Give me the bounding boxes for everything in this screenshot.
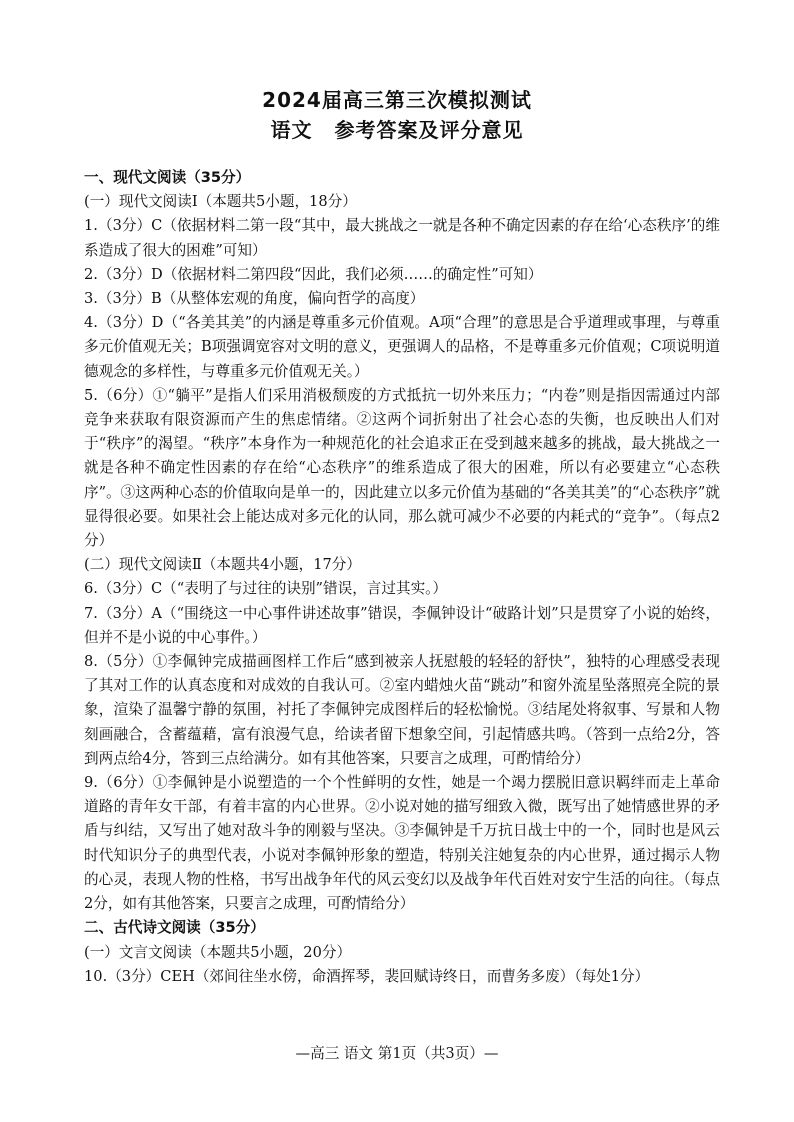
answer-item: 10.（3分）CEH（郊间往坐水傍，命酒挥琴，裴回赋诗终日，而曹务多废）（每处1分） xyxy=(84,967,650,985)
section-heading: 二、古代诗文阅读（35分） xyxy=(84,919,265,937)
answer-item: 8.（5分）①李佩钟完成描画图样工作后“感到被亲人抚慰般的轻轻的舒快”，独特的心理感受表现了其对工作的认真态度和对成效的自我认可。②室内蜡烛火苗“跳动”和窗外流星坠落照亮全院的景象，渲染了温馨宁静的氛围，衬托了李佩钟完成图样后的轻松愉悦。③结尾处将叙事、写景和人物刻画融合，含蓄蕴藉，富有浪漫气息，给读者留下想象空间，引起情感共鸣。（答到一点给2分，答到两点给4分，答到三点给满分。如有其他答案，只要言之成理，可酌情给分） xyxy=(84,653,720,767)
answer-item: 2.（3分）D（依据材料二第四段“因此，我们必须……的确定性”可知） xyxy=(84,265,543,283)
answer-label: 参考答案及评分意见 xyxy=(334,118,524,142)
answer-item: 1.（3分）C（依据材料二第一段“其中，最大挑战之一就是各种不确定因素的存在给‘心态秩序’的维系造成了很大的困难”可知） xyxy=(84,217,720,259)
section-heading: 一、现代文阅读（35分） xyxy=(84,169,251,186)
answer-item: 7.（3分）A（“围绕这一中心事件讲述故事”错误，李佩钟设计“破路计划”只是贯穿了小说的始终，但并不是小说的中心事件。） xyxy=(84,604,720,646)
answer-item: 3.（3分）B（从整体宏观的角度，偏向哲学的高度） xyxy=(84,290,425,308)
document-title: 2024届高三第三次模拟测试 xyxy=(262,88,532,112)
answer-content xyxy=(84,166,720,989)
subsection-line: (一）现代文阅读Ⅰ（本题共5小题，18分） xyxy=(84,193,357,211)
answer-item: 4.（3分）D（“各美其美”的内涵是尊重多元价值观。A项“合理”的意思是合乎道理或事理，与尊重多元价值观无关；B项强调宽容对文明的意义，更强调人的品格，不是尊重多元价值观；C项说明道德观念的多样性，与尊重多元价值观无关。） xyxy=(84,314,720,380)
subject-label: 语文 xyxy=(270,118,313,142)
document-subtitle xyxy=(0,114,794,143)
answer-item: 6.（3分）C（“表明了与过往的诀别”错误，言过其实。） xyxy=(84,580,448,598)
answer-item: 9.（6分）①李佩钟是小说塑造的一个个性鲜明的女性，她是一个竭力摆脱旧意识羁绊而走上革命道路的青年女干部，有着丰富的内心世界。②小说对她的描写细致入微，既写出了她情感世界的矛盾与纠结，又写出了她对敌斗争的刚毅与坚决。③李佩钟是千万抗日战士中的一个，同时也是风云时代知识分子的典型代表，小说对李佩钟形象的塑造，特别关注她复杂的内心世界，通过揭示人物的心灵，表现人物的性格，书写出战争年代的风云变幻以及战争年代百姓对安宁生活的向往。（每点2分，如有其他答案，只要言之成理，可酌情给分） xyxy=(84,774,720,913)
subsection-line: (一）文言文阅读（本题共5小题，20分） xyxy=(84,943,352,961)
subsection-line: (二）现代文阅读Ⅱ（本题共4小题，17分） xyxy=(84,556,361,574)
answer-item: 5.（6分）①“躺平”是指人们采用消极颓废的方式抵抗一切外来压力；“内卷”则是指因需通过内部竞争来获取有限资源而产生的焦虑情绪。②这两个词折射出了社会心态的失衡，也反映出人们对于“秩序”的渴望。“秩序”本身作为一种规范化的社会追求正在受到越来越多的挑战，最大挑战之一就是各种不确定性因素的存在给“心态秩序”的维系造成了很大的困难，所以有必要建立“心态秩序”。③这两种心态的价值取向是单一的，因此建立以多元价值为基础的“各美其美”的“心态秩序”就显得很必要。如果社会上能达成对多元化的认同，那么就可减少不必要的内耗式的“竞争”。（每点2分） xyxy=(84,386,720,550)
page-footer: —高三 语文 第1页（共3页）— xyxy=(295,1045,499,1062)
